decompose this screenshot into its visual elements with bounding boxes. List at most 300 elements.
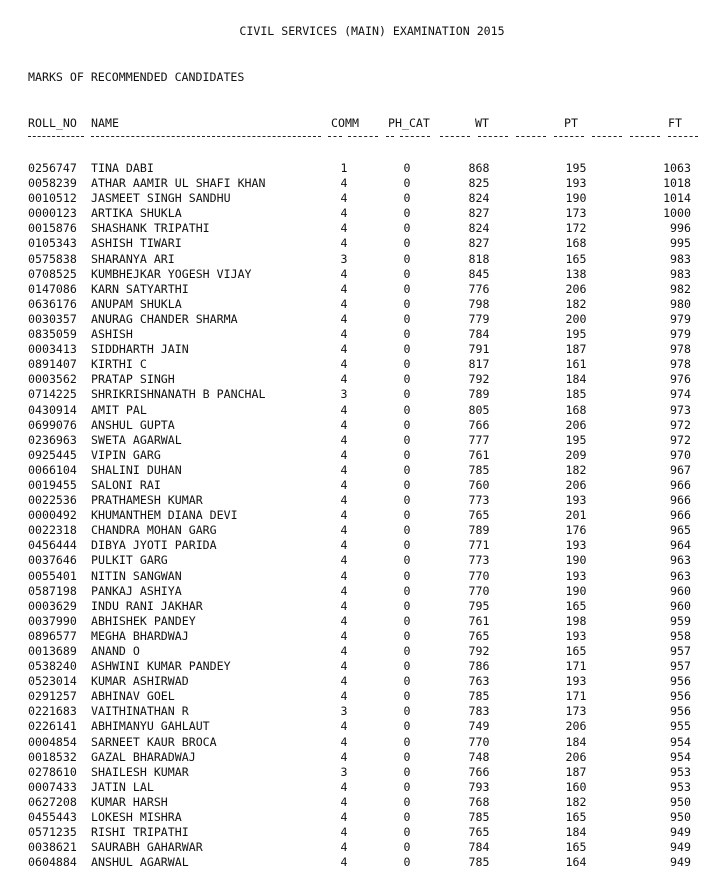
cell-pt: 193 [565, 628, 587, 643]
cell-ft: 966 [670, 508, 691, 523]
cell-ft: 955 [670, 719, 691, 734]
cell-wt: 770 [468, 568, 490, 583]
cell-wt: 789 [468, 387, 490, 402]
cell-wt: 868 [468, 161, 490, 175]
cell-pt: 165 [565, 251, 587, 266]
cell-ft: 978 [670, 357, 691, 372]
cell-ph-cat: 0 [403, 598, 411, 613]
cell-ph-cat: 0 [403, 236, 411, 251]
table-row [0, 645, 724, 660]
cell-ft: 967 [670, 462, 691, 477]
cell-ft: 979 [670, 311, 691, 326]
cell-pt: 209 [565, 447, 587, 462]
cell-ph-cat: 0 [403, 266, 411, 281]
cell-ft: 954 [670, 749, 691, 764]
cell-ft: 963 [670, 568, 691, 583]
header-rule [516, 136, 546, 137]
cell-ft: 973 [670, 402, 691, 417]
cell-name: ATHAR AAMIR UL SHAFI KHAN [91, 176, 266, 191]
cell-wt: 845 [468, 266, 490, 281]
cell-wt: 795 [468, 598, 490, 613]
cell-pt: 184 [565, 372, 587, 387]
cell-name: ANSHUL AGARWAL [91, 855, 189, 870]
cell-name: ABHISHEK PANDEY [91, 613, 196, 628]
cell-wt: 765 [468, 628, 490, 643]
table-row [0, 207, 724, 222]
cell-roll-no: 0627208 [28, 794, 77, 809]
cell-pt: 193 [565, 674, 587, 689]
cell-ph-cat: 0 [403, 779, 411, 794]
cell-name: SHAILESH KUMAR [91, 764, 189, 779]
header-rule [28, 136, 84, 137]
cell-comm: 4 [340, 613, 348, 628]
cell-ph-cat: 0 [403, 387, 411, 402]
cell-wt: 792 [468, 372, 490, 387]
cell-roll-no: 0019455 [28, 477, 77, 492]
table-row [0, 600, 724, 615]
cell-ft: 965 [670, 523, 691, 538]
cell-comm: 4 [340, 342, 348, 357]
cell-ft: 978 [670, 342, 691, 357]
cell-comm: 4 [340, 176, 348, 191]
cell-wt: 779 [468, 311, 490, 326]
cell-comm: 4 [340, 372, 348, 387]
cell-ph-cat: 0 [403, 417, 411, 432]
header-rule [400, 136, 430, 137]
cell-pt: 193 [565, 176, 587, 191]
cell-comm: 4 [340, 628, 348, 643]
cell-name: ANSHUL GUPTA [91, 417, 175, 432]
cell-ft: 950 [670, 794, 691, 809]
table-row [0, 524, 724, 539]
cell-name: INDU RANI JAKHAR [91, 598, 203, 613]
header-rule [592, 136, 622, 137]
cell-roll-no: 0003413 [28, 342, 77, 357]
cell-pt: 206 [565, 719, 587, 734]
cell-roll-no: 0058239 [28, 176, 77, 191]
table-row [0, 570, 724, 585]
cell-comm: 4 [340, 432, 348, 447]
cell-ph-cat: 0 [403, 719, 411, 734]
cell-ft: 957 [670, 644, 691, 658]
cell-comm: 4 [340, 659, 348, 674]
cell-name: KUMAR ASHIRWAD [91, 674, 189, 689]
cell-comm: 4 [340, 221, 348, 236]
cell-wt: 765 [468, 825, 490, 840]
cell-name: SHALINI DUHAN [91, 462, 182, 477]
cell-wt: 784 [468, 840, 490, 855]
cell-ft: 966 [670, 493, 691, 508]
cell-ph-cat: 0 [403, 477, 411, 492]
table-row [0, 434, 724, 449]
cell-wt: 785 [468, 689, 490, 704]
cell-wt: 783 [468, 704, 490, 719]
cell-ph-cat: 0 [403, 674, 411, 689]
cell-name: PANKAJ ASHIYA [91, 583, 182, 598]
table-row [0, 298, 724, 313]
table-row [0, 494, 724, 509]
cell-wt: 784 [468, 327, 490, 342]
cell-pt: 206 [565, 281, 587, 296]
cell-ft: 959 [670, 613, 691, 628]
table-row [0, 328, 724, 343]
cell-comm: 4 [340, 674, 348, 689]
table-row [0, 720, 724, 735]
cell-roll-no: 0278610 [28, 764, 77, 779]
cell-comm: 4 [340, 825, 348, 840]
cell-pt: 200 [565, 311, 587, 326]
cell-ph-cat: 0 [403, 311, 411, 326]
cell-name: SAURABH GAHARWAR [91, 840, 203, 855]
cell-pt: 176 [565, 523, 587, 538]
cell-comm: 3 [340, 387, 348, 402]
table-row [0, 660, 724, 675]
table-row [0, 192, 724, 207]
header-rule [554, 136, 584, 137]
cell-ft: 960 [670, 598, 691, 613]
cell-ph-cat: 0 [403, 161, 411, 175]
cell-ft: 979 [670, 327, 691, 342]
cell-pt: 171 [565, 659, 587, 674]
cell-pt: 185 [565, 387, 587, 402]
cell-ph-cat: 0 [403, 342, 411, 357]
cell-comm: 4 [340, 794, 348, 809]
cell-wt: 791 [468, 342, 490, 357]
table-row [0, 630, 724, 645]
table-row [0, 509, 724, 524]
cell-wt: 766 [468, 764, 490, 779]
table-row [0, 766, 724, 781]
cell-wt: 824 [468, 221, 490, 236]
cell-name: SWETA AGARWAL [91, 432, 182, 447]
cell-name: ANAND O [91, 644, 140, 658]
cell-comm: 4 [340, 327, 348, 342]
cell-ph-cat: 0 [403, 553, 411, 568]
cell-pt: 193 [565, 568, 587, 583]
cell-comm: 4 [340, 296, 348, 311]
cell-name: GAZAL BHARADWAJ [91, 749, 196, 764]
cell-ft: 982 [670, 281, 691, 296]
table-row [0, 404, 724, 419]
cell-ft: 963 [670, 553, 691, 568]
cell-wt: 771 [468, 538, 490, 553]
cell-pt: 206 [565, 477, 587, 492]
table-row [0, 539, 724, 554]
cell-name: NITIN SANGWAN [91, 568, 182, 583]
cell-ph-cat: 0 [403, 583, 411, 598]
cell-roll-no: 0291257 [28, 689, 77, 704]
cell-ph-cat: 0 [403, 508, 411, 523]
header-rule [668, 136, 698, 137]
cell-name: SIDDHARTH JAIN [91, 342, 189, 357]
cell-pt: 184 [565, 734, 587, 749]
cell-ft: 974 [670, 387, 691, 402]
cell-comm: 4 [340, 810, 348, 825]
cell-name: PULKIT GARG [91, 553, 168, 568]
cell-ft: 950 [670, 810, 691, 825]
header-rule [440, 136, 470, 137]
cell-roll-no: 0000123 [28, 206, 77, 221]
cell-comm: 3 [340, 704, 348, 719]
cell-name: PRATHAMESH KUMAR [91, 493, 203, 508]
cell-comm: 4 [340, 493, 348, 508]
cell-roll-no: 0007433 [28, 779, 77, 794]
cell-ft: 949 [670, 825, 691, 840]
cell-comm: 4 [340, 538, 348, 553]
cell-ft: 976 [670, 372, 691, 387]
cell-comm: 4 [340, 644, 348, 658]
cell-ph-cat: 0 [403, 613, 411, 628]
cell-ph-cat: 0 [403, 357, 411, 372]
cell-roll-no: 0430914 [28, 402, 77, 417]
table-row [0, 388, 724, 403]
cell-roll-no: 0221683 [28, 704, 77, 719]
cell-ft: 1000 [663, 206, 691, 221]
cell-wt: 789 [468, 523, 490, 538]
cell-roll-no: 0835059 [28, 327, 77, 342]
cell-roll-no: 0714225 [28, 387, 77, 402]
cell-comm: 4 [340, 734, 348, 749]
cell-ph-cat: 0 [403, 176, 411, 191]
cell-ft: 1063 [663, 161, 691, 175]
cell-ph-cat: 0 [403, 281, 411, 296]
table-row [0, 826, 724, 841]
cell-roll-no: 0004854 [28, 734, 77, 749]
cell-comm: 1 [340, 161, 348, 175]
table-row [0, 841, 724, 856]
cell-ph-cat: 0 [403, 628, 411, 643]
cell-ft: 996 [670, 221, 691, 236]
candidate-table [0, 162, 724, 871]
cell-roll-no: 0636176 [28, 296, 77, 311]
table-row [0, 253, 724, 268]
cell-ph-cat: 0 [403, 689, 411, 704]
cell-wt: 765 [468, 508, 490, 523]
cell-roll-no: 0055401 [28, 568, 77, 583]
cell-ft: 949 [670, 840, 691, 855]
cell-name: ABHIMANYU GAHLAUT [91, 719, 210, 734]
cell-ph-cat: 0 [403, 734, 411, 749]
cell-wt: 777 [468, 432, 490, 447]
cell-ft: 956 [670, 689, 691, 704]
cell-ph-cat: 0 [403, 372, 411, 387]
cell-ft: 957 [670, 659, 691, 674]
cell-roll-no: 0571235 [28, 825, 77, 840]
cell-comm: 4 [340, 583, 348, 598]
cell-name: RISHI TRIPATHI [91, 825, 189, 840]
cell-ph-cat: 0 [403, 251, 411, 266]
cell-wt: 805 [468, 402, 490, 417]
cell-roll-no: 0003629 [28, 598, 77, 613]
cell-name: KARN SATYARTHI [91, 281, 189, 296]
cell-name: JATIN LAL [91, 779, 154, 794]
cell-wt: 827 [468, 236, 490, 251]
table-row [0, 690, 724, 705]
cell-roll-no: 0256747 [28, 161, 77, 175]
cell-roll-no: 0010512 [28, 191, 77, 206]
cell-comm: 4 [340, 553, 348, 568]
cell-wt: 773 [468, 493, 490, 508]
table-row [0, 781, 724, 796]
cell-roll-no: 0455443 [28, 810, 77, 825]
col-header-name: NAME [91, 116, 119, 130]
cell-name: KUMBHEJKAR YOGESH VIJAY [91, 266, 252, 281]
cell-name: KUMAR HARSH [91, 794, 168, 809]
cell-pt: 182 [565, 794, 587, 809]
cell-wt: 776 [468, 281, 490, 296]
cell-pt: 206 [565, 417, 587, 432]
col-header-comm: COMM [331, 116, 359, 130]
cell-roll-no: 0236963 [28, 432, 77, 447]
cell-name: VAITHINATHAN R [91, 704, 189, 719]
cell-ph-cat: 0 [403, 825, 411, 840]
document-title: CIVIL SERVICES (MAIN) EXAMINATION 2015 [239, 24, 505, 38]
cell-ft: 970 [670, 447, 691, 462]
cell-wt: 761 [468, 613, 490, 628]
cell-pt: 195 [565, 161, 587, 175]
table-row [0, 283, 724, 298]
cell-comm: 4 [340, 598, 348, 613]
header-rule [328, 136, 342, 137]
cell-roll-no: 0018532 [28, 749, 77, 764]
cell-wt: 770 [468, 734, 490, 749]
cell-pt: 190 [565, 553, 587, 568]
header-rule [91, 136, 321, 137]
cell-roll-no: 0022318 [28, 523, 77, 538]
cell-pt: 187 [565, 342, 587, 357]
cell-pt: 165 [565, 644, 587, 658]
cell-pt: 206 [565, 749, 587, 764]
cell-roll-no: 0538240 [28, 659, 77, 674]
cell-pt: 190 [565, 583, 587, 598]
cell-comm: 4 [340, 281, 348, 296]
cell-wt: 773 [468, 553, 490, 568]
cell-ph-cat: 0 [403, 855, 411, 870]
cell-wt: 763 [468, 674, 490, 689]
cell-ft: 956 [670, 704, 691, 719]
cell-roll-no: 0038621 [28, 840, 77, 855]
table-row [0, 675, 724, 690]
cell-pt: 165 [565, 840, 587, 855]
table-row [0, 856, 724, 871]
cell-comm: 4 [340, 236, 348, 251]
cell-roll-no: 0030357 [28, 311, 77, 326]
cell-ph-cat: 0 [403, 327, 411, 342]
cell-comm: 4 [340, 749, 348, 764]
cell-name: VIPIN GARG [91, 447, 161, 462]
cell-ph-cat: 0 [403, 749, 411, 764]
cell-name: JASMEET SINGH SANDHU [91, 191, 231, 206]
cell-comm: 3 [340, 764, 348, 779]
table-row [0, 705, 724, 720]
cell-comm: 4 [340, 417, 348, 432]
cell-wt: 798 [468, 296, 490, 311]
cell-roll-no: 0699076 [28, 417, 77, 432]
cell-roll-no: 0523014 [28, 674, 77, 689]
cell-ph-cat: 0 [403, 794, 411, 809]
cell-roll-no: 0022536 [28, 493, 77, 508]
cell-name: AMIT PAL [91, 402, 147, 417]
cell-roll-no: 0015876 [28, 221, 77, 236]
cell-ph-cat: 0 [403, 659, 411, 674]
cell-roll-no: 0000492 [28, 508, 77, 523]
cell-wt: 824 [468, 191, 490, 206]
col-header-roll-no: ROLL_NO [28, 116, 77, 130]
cell-wt: 792 [468, 644, 490, 658]
cell-pt: 160 [565, 779, 587, 794]
cell-pt: 198 [565, 613, 587, 628]
cell-roll-no: 0003562 [28, 372, 77, 387]
cell-comm: 4 [340, 462, 348, 477]
cell-ft: 949 [670, 855, 691, 870]
cell-name: CHANDRA MOHAN GARG [91, 523, 217, 538]
cell-wt: 785 [468, 810, 490, 825]
cell-ft: 953 [670, 779, 691, 794]
cell-roll-no: 0066104 [28, 462, 77, 477]
cell-name: ASHISH [91, 327, 133, 342]
cell-roll-no: 0896577 [28, 628, 77, 643]
cell-ph-cat: 0 [403, 191, 411, 206]
cell-roll-no: 0604884 [28, 855, 77, 870]
table-row [0, 237, 724, 252]
cell-comm: 4 [340, 840, 348, 855]
cell-comm: 4 [340, 206, 348, 221]
cell-name: ABHINAV GOEL [91, 689, 175, 704]
table-row [0, 796, 724, 811]
header-rule [386, 136, 394, 137]
table-row [0, 343, 724, 358]
cell-name: SHRIKRISHNANATH B PANCHAL [91, 387, 266, 402]
cell-comm: 4 [340, 357, 348, 372]
cell-comm: 4 [340, 191, 348, 206]
cell-ft: 966 [670, 477, 691, 492]
cell-roll-no: 0013689 [28, 644, 77, 658]
cell-ph-cat: 0 [403, 432, 411, 447]
cell-name: LOKESH MISHRA [91, 810, 182, 825]
cell-ph-cat: 0 [403, 538, 411, 553]
cell-ft: 1014 [663, 191, 691, 206]
cell-name: ASHISH TIWARI [91, 236, 182, 251]
table-row [0, 736, 724, 751]
cell-comm: 4 [340, 266, 348, 281]
cell-pt: 161 [565, 357, 587, 372]
cell-pt: 182 [565, 462, 587, 477]
cell-wt: 786 [468, 659, 490, 674]
cell-pt: 201 [565, 508, 587, 523]
cell-wt: 785 [468, 462, 490, 477]
cell-ft: 983 [670, 266, 691, 281]
cell-pt: 184 [565, 825, 587, 840]
cell-ph-cat: 0 [403, 493, 411, 508]
cell-comm: 4 [340, 447, 348, 462]
cell-ft: 1018 [663, 176, 691, 191]
cell-wt: 766 [468, 417, 490, 432]
cell-ph-cat: 0 [403, 704, 411, 719]
cell-roll-no: 0891407 [28, 357, 77, 372]
cell-pt: 172 [565, 221, 587, 236]
cell-name: PRATAP SINGH [91, 372, 175, 387]
cell-wt: 760 [468, 477, 490, 492]
table-row [0, 177, 724, 192]
cell-comm: 4 [340, 523, 348, 538]
table-row [0, 373, 724, 388]
cell-ph-cat: 0 [403, 221, 411, 236]
header-rule [630, 136, 660, 137]
cell-pt: 171 [565, 689, 587, 704]
cell-name: SALONI RAI [91, 477, 161, 492]
cell-comm: 4 [340, 855, 348, 870]
cell-pt: 195 [565, 432, 587, 447]
